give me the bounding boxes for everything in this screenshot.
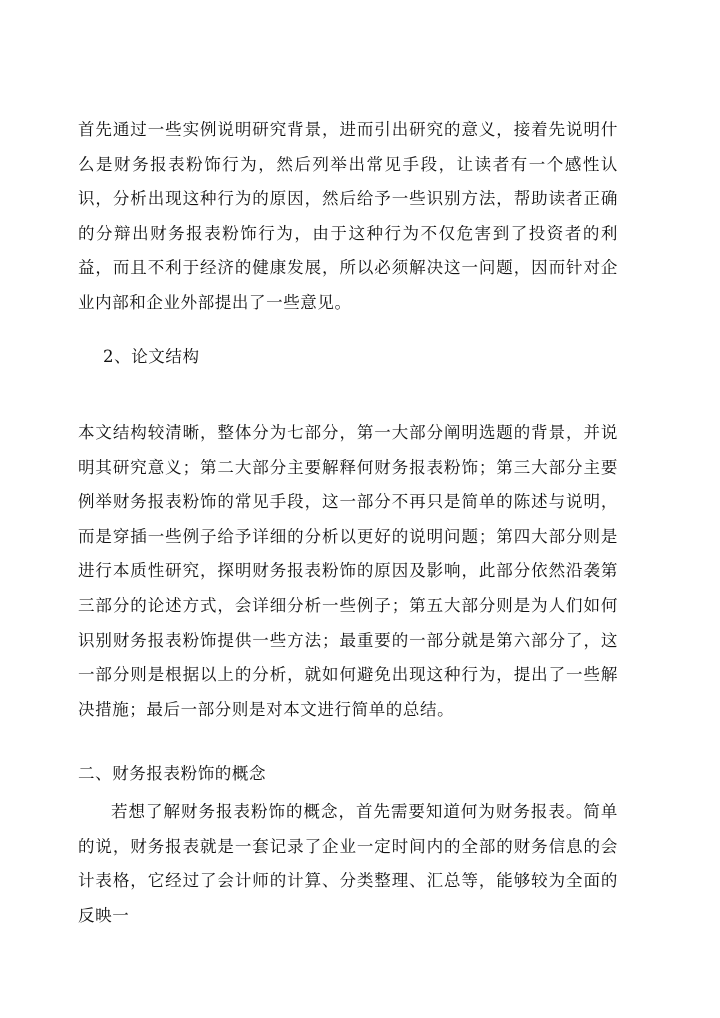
concept-paragraph: 若想了解财务报表粉饰的概念，首先需要知道何为财务报表。简单的说，财务报表就是一套记录了企业一定时间内的全部的财务信息的会计表格，它经过了会计师的计算、分类整理、汇总等，能够较为全面的反映一: [78, 802, 618, 925]
structure-paragraph: 本文结构较清晰，整体分为七部分，第一大部分阐明选题的背景，并说明其研究意义；第二大部分主要解释何财务报表粉饰；第三大部分主要例举财务报表粉饰的常见手段，这一部分不再只是简单的陈述与说明，而是穿插一些例子给予详细的分析以更好的说明问题；第四大部分则是进行本质性研究，探明财务报表粉饰的原因及影响，此部分依然沿袭第三部分的论述方式，会详细分析一些例子；第五大部分则是为人们如何识别财务报表粉饰提供一些方法；最重要的一部分就是第六部分了，这一部分则是根据以上的分析，就如何避免出现这种行为，提出了一些解决措施；最后一部分则是对本文进行简单的总结。: [78, 423, 618, 719]
section-heading-concept: 二、财务报表粉饰的概念: [78, 764, 267, 783]
intro-paragraph: 首先通过一些实例说明研究背景，进而引出研究的意义，接着先说明什么是财务报表粉饰行为，然后列举出常见手段，让读者有一个感性认识，分析出现这种行为的原因，然后给予一些识别方法，帮助读者正确的分辩出财务报表粉饰行为，由于这种行为不仅危害到了投资者的利益，而且不利于经济的健康发展，所以必须解决这一问题，因而针对企业内部和企业外部提出了一些意见。: [78, 120, 618, 312]
subheading-paper-structure: 2、论文结构: [103, 347, 200, 366]
